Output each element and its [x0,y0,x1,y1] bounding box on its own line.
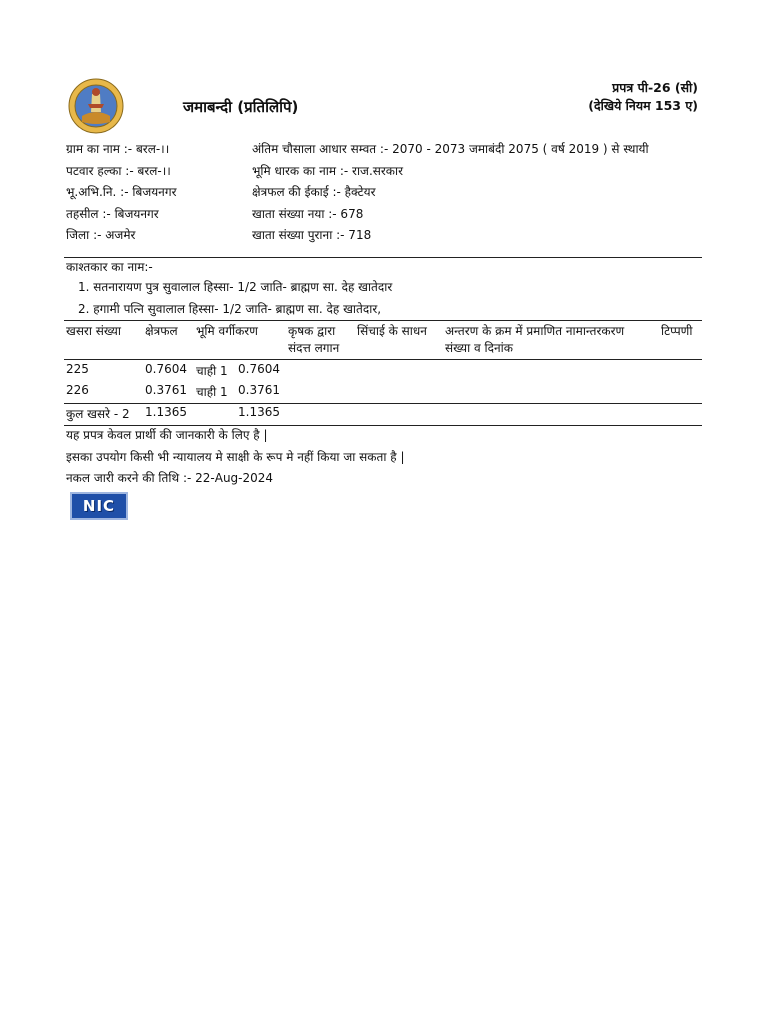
info-note: यह प्रपत्र केवल प्रार्थी की जानकारी के लिए है | [66,428,268,442]
table-cell-class-area: 0.3761 [238,383,280,397]
header-khasra: खसरा संख्या [66,324,121,338]
legal-note: इसका उपयोग किसी भी न्यायालय मे साक्षी के रूप मे नहीं किया जा सकता है | [66,449,405,464]
form-number [588,79,698,115]
header-remarks: टिप्पणी [661,324,693,338]
account-number-old: खाता संख्या पुराना :- 718 [252,228,372,242]
cultivator-item: 2. हगामी पत्नि सुवालाल हिस्सा- 1/2 जाति- ब्राह्मण सा. देह खातेदार, [78,301,382,316]
area-unit: क्षेत्रफल की ईकाई :- हैक्टेयर [252,185,376,199]
page-title: जमाबन्दी (प्रतिलिपि) [183,98,299,116]
account-number-new: खाता संख्या नया :- 678 [252,206,364,221]
land-holder-name: भूमि धारक का नाम :- राज.सरकार [252,163,404,178]
info-left [66,139,177,247]
tehsil: तहसील :- बिजयनगर [66,206,159,221]
total-class-area: 1.1365 [238,405,280,419]
nic-logo-text: NIC [82,497,116,515]
table-cell-area: 0.7604 [145,362,187,376]
village-name: ग्राम का नाम :- बरल-।। [66,142,170,156]
info-right [252,139,649,247]
footer-notes [66,425,405,490]
divider [64,257,702,258]
table-cell-class: चाही 1 [196,364,228,378]
divider [64,359,702,360]
total-area: 1.1365 [145,405,187,419]
divider [64,403,702,404]
cultivator-item: 1. सतनारायण पुत्र सुवालाल हिस्सा- 1/2 जाति- ब्राह्मण सा. देह खातेदार [78,280,393,294]
patwar-halka: पटवार हल्का :- बरल-।। [66,163,171,178]
header-irrigation: सिंचाई के साधन [357,324,427,338]
header-rent: कृषक द्वारा संदत्त लगान [288,324,340,355]
table-cell-khasra: 226 [66,383,89,397]
rule-reference: (देखिये नियम 153 ए) [588,98,698,113]
table-cell-area: 0.3761 [145,383,187,397]
nic-logo [70,492,128,520]
district: जिला :- अजमेर [66,228,136,242]
cultivator-list [78,277,392,320]
cultivator-label: काश्तकार का नाम:- [66,260,153,274]
header-classification: भूमि वर्गीकरण [196,324,258,338]
header-area: क्षेत्रफल [145,324,178,338]
divider [64,320,702,321]
rajasthan-emblem-icon [68,78,124,134]
table-cell-class: चाही 1 [196,385,228,399]
header-mutation: अन्तरण के क्रम में प्रमाणित नामान्तरकरण संख्या व दिनांक [445,324,625,355]
form-number-label: प्रपत्र पी-26 (सी) [612,80,698,95]
issue-date: नकल जारी करने की तिथि :- 22-Aug-2024 [66,471,274,485]
settlement-basis: अंतिम चौसाला आधार सम्वत :- 2070 - 2073 जमाबंदी 2075 ( वर्ष 2019 ) से स्थायी [252,142,649,156]
table-cell-class-area: 0.7604 [238,362,280,376]
table-cell-khasra: 225 [66,362,89,376]
total-label: कुल खसरे - 2 [66,407,130,421]
land-record-inspector: भू.अभि.नि. :- बिजयनगर [66,185,177,199]
